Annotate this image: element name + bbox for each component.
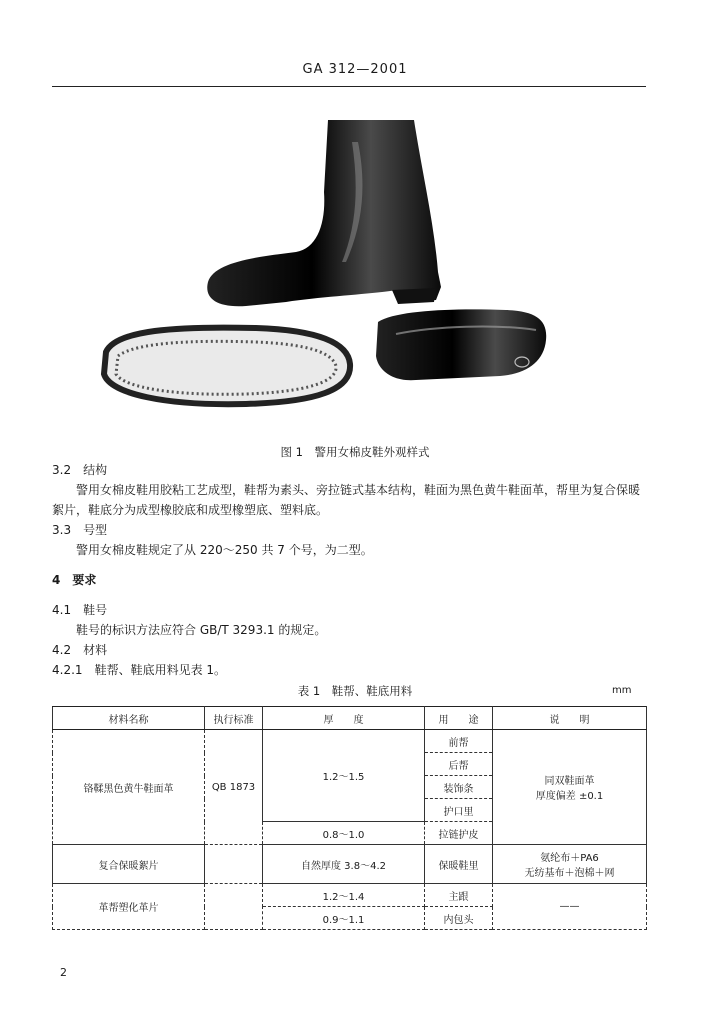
header-rule	[52, 86, 646, 87]
use: 后帮	[425, 753, 493, 776]
table-row	[53, 730, 647, 753]
use: 内包头	[425, 907, 493, 930]
section-number: 3.3	[52, 523, 72, 537]
thickness: 0.8～1.0	[263, 822, 425, 845]
use: 保暖鞋里	[425, 845, 493, 884]
sole-bottom	[104, 328, 350, 405]
running-header: GA 312—2001	[302, 62, 408, 77]
standard	[205, 884, 263, 930]
header-cell: 用 途	[425, 707, 493, 730]
section-title: 要求	[72, 573, 97, 587]
note-line: 同双鞋面革	[544, 776, 595, 787]
boot-heel	[392, 288, 436, 304]
side-shoe	[376, 309, 546, 380]
section-4-2-1-text	[52, 662, 226, 678]
note-line: 无纺基布＋泡棉＋网	[524, 868, 615, 879]
table-unit: mm	[612, 685, 632, 696]
use: 护口里	[425, 799, 493, 822]
section-4-2-heading	[52, 642, 107, 658]
section-number: 4.1	[52, 603, 72, 617]
header-cell: 材料名称	[53, 707, 205, 730]
section-title: 鞋号	[83, 603, 108, 617]
use: 拉链护皮	[425, 822, 493, 845]
header-cell: 执行标准	[205, 707, 263, 730]
boot-upper	[207, 120, 441, 306]
thickness: 自然厚度 3.8～4.2	[263, 845, 425, 884]
materials-table	[52, 706, 647, 930]
note-line: 厚度偏差 ±0.1	[535, 791, 604, 802]
material-name: 革帮塑化革片	[53, 884, 205, 930]
standard: QB 1873	[205, 730, 263, 845]
section-number: 3.2	[52, 463, 72, 477]
use: 前帮	[425, 730, 493, 753]
section-title: 结构	[83, 463, 108, 477]
section-3-2-heading	[52, 462, 107, 478]
material-name: 复合保暖絮片	[53, 845, 205, 884]
material-name: 铬鞣黑色黄牛鞋面革	[53, 730, 205, 845]
section-3-3-text: 警用女棉皮鞋规定了从 220～250 共 7 个号，为二型。	[76, 543, 373, 557]
section-body: 鞋帮、鞋底用料见表 1。	[94, 663, 227, 677]
section-number: 4.2.1	[52, 663, 83, 677]
section-3-3-heading	[52, 522, 107, 538]
standard	[205, 845, 263, 884]
table-header-row	[53, 707, 647, 730]
table-row	[53, 845, 647, 884]
header-cell: 厚 度	[263, 707, 425, 730]
section-4-heading	[52, 572, 96, 588]
section-title: 材料	[83, 643, 108, 657]
section-3-2-text: 警用女棉皮鞋用胶粘工艺成型，鞋帮为素头、旁拉链式基本结构，鞋面为黑色黄牛鞋面革，帮里为复合保暖絮片，鞋底分为成型橡胶底和成型橡塑底、塑料底。	[52, 483, 641, 517]
boot-photo	[96, 112, 560, 434]
section-title: 号型	[83, 523, 108, 537]
thickness: 1.2～1.5	[263, 730, 425, 822]
section-4-1-text: 鞋号的标识方法应符合 GB/T 3293.1 的规定。	[76, 623, 327, 637]
figure-caption: 图 1 警用女棉皮鞋外观样式	[280, 445, 430, 459]
note	[493, 845, 647, 884]
table-row	[53, 884, 647, 907]
table-title: 表 1 鞋帮、鞋底用料	[297, 684, 413, 698]
use: 主跟	[425, 884, 493, 907]
thickness: 0.9～1.1	[263, 907, 425, 930]
section-number: 4.2	[52, 643, 72, 657]
header-cell: 说 明	[493, 707, 647, 730]
thickness: 1.2～1.4	[263, 884, 425, 907]
note	[493, 730, 647, 845]
note-line: 氨纶布＋PA6	[540, 853, 599, 864]
use: 装饰条	[425, 776, 493, 799]
section-number: 4	[52, 573, 61, 587]
page-number: 2	[60, 966, 67, 979]
section-4-1-heading	[52, 602, 107, 618]
note: ——	[493, 884, 647, 930]
